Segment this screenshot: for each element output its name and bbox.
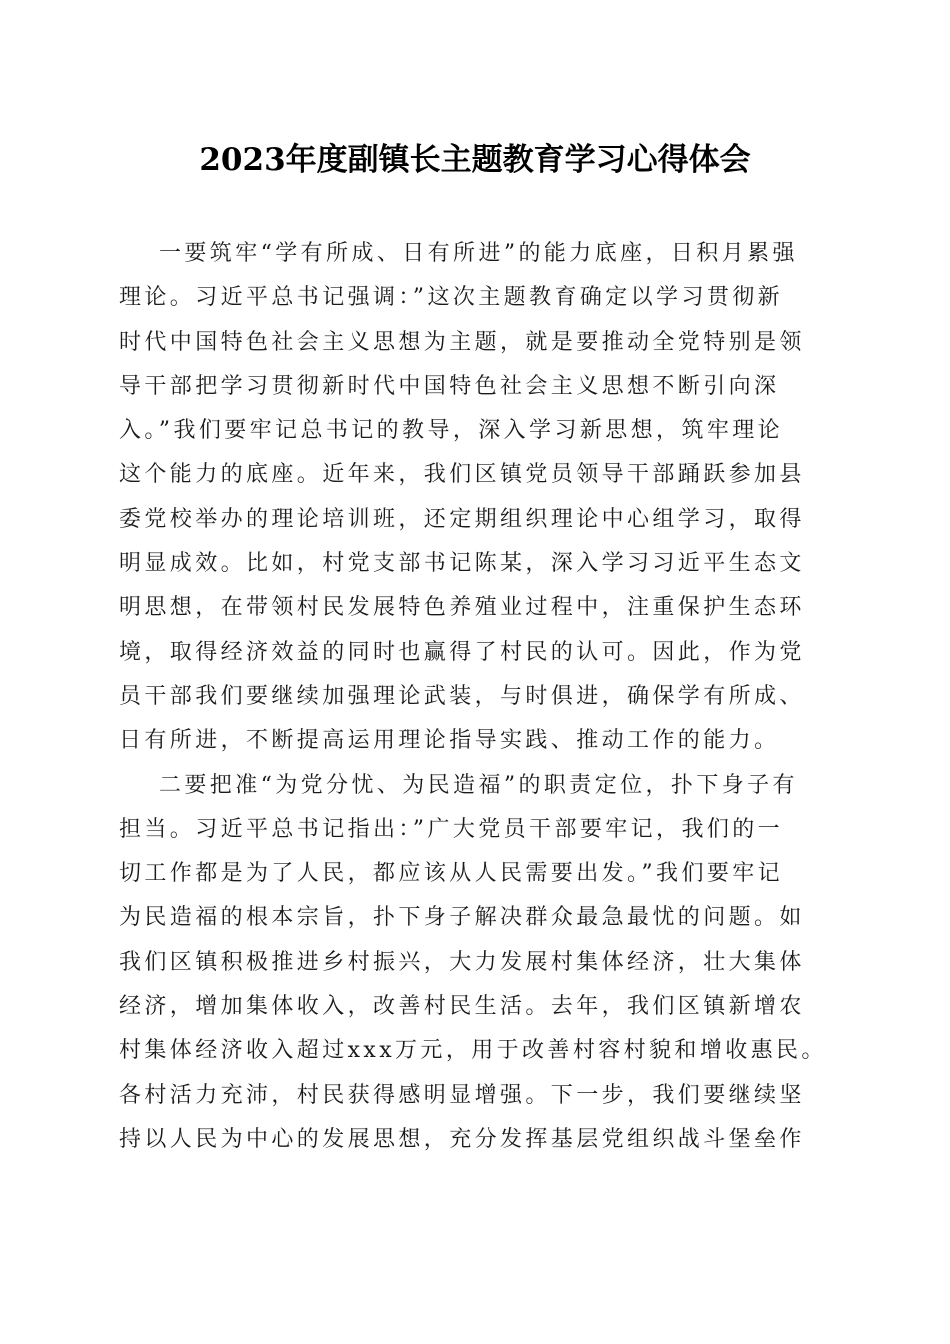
text-line: 时代中国特色社会主义思想为主题，就是要推动全党特别是领 (119, 329, 805, 355)
text-line: 导干部把学习贯彻新时代中国特色社会主义思想不断引向深 (119, 373, 780, 399)
paragraph-1 (119, 232, 829, 764)
text-line: 经济，增加集体收入，改善村民生活。去年，我们区镇新增农 (119, 994, 805, 1020)
text-line: 一要筑牢“学有所成、日有所进”的能力底座，日积月累强 (159, 241, 798, 266)
document-title: 2023年度副镇长主题教育学习心得体会 (199, 142, 751, 178)
text-line: 持以人民为中心的发展思想，充分发挥基层党组织战斗堡垒作 (119, 1126, 805, 1152)
text-line: 担当。习近平总书记指出：”广大党员干部要牢记，我们的一 (119, 816, 784, 842)
text-line: 委党校举办的理论培训班，还定期组织理论中心组学习，取得 (119, 506, 805, 532)
text-line: 村集体经济收入超过xxx万元，用于改善村容村貌和增收惠民。 (119, 1038, 827, 1064)
paragraph-2 (119, 764, 829, 1163)
text-line: 明思想，在带领村民发展特色养殖业过程中，注重保护生态环 (119, 595, 805, 621)
text-line: 切工作都是为了人民，都应该从人民需要出发。”我们要牢记 (119, 861, 784, 887)
text-line: 二要把准“为党分忧、为民造福”的职责定位，扑下身子有 (159, 772, 798, 798)
text-line: 日有所进，不断提高运用理论指导实践、推动工作的能力。 (119, 728, 780, 754)
text-line: 各村活力充沛，村民获得感明显增强。下一步，我们要继续坚 (119, 1082, 805, 1108)
text-line: 员干部我们要继续加强理论武装，与时俱进，确保学有所成、 (119, 683, 805, 709)
text-line: 入。”我们要牢记总书记的教导，深入学习新思想，筑牢理论 (119, 418, 784, 444)
text-line: 境，取得经济效益的同时也赢得了村民的认可。因此，作为党 (119, 639, 805, 665)
document-body (119, 232, 829, 1162)
text-line: 理论。习近平总书记强调：”这次主题教育确定以学习贯彻新 (119, 285, 784, 311)
text-line: 为民造福的根本宗旨，扑下身子解决群众最急最忧的问题。如 (119, 905, 805, 931)
text-line: 我们区镇积极推进乡村振兴，大力发展村集体经济，壮大集体 (119, 949, 805, 975)
text-line: 这个能力的底座。近年来，我们区镇党员领导干部踊跃参加县 (119, 462, 805, 488)
text-line: 明显成效。比如，村党支部书记陈某，深入学习习近平生态文 (119, 551, 805, 577)
